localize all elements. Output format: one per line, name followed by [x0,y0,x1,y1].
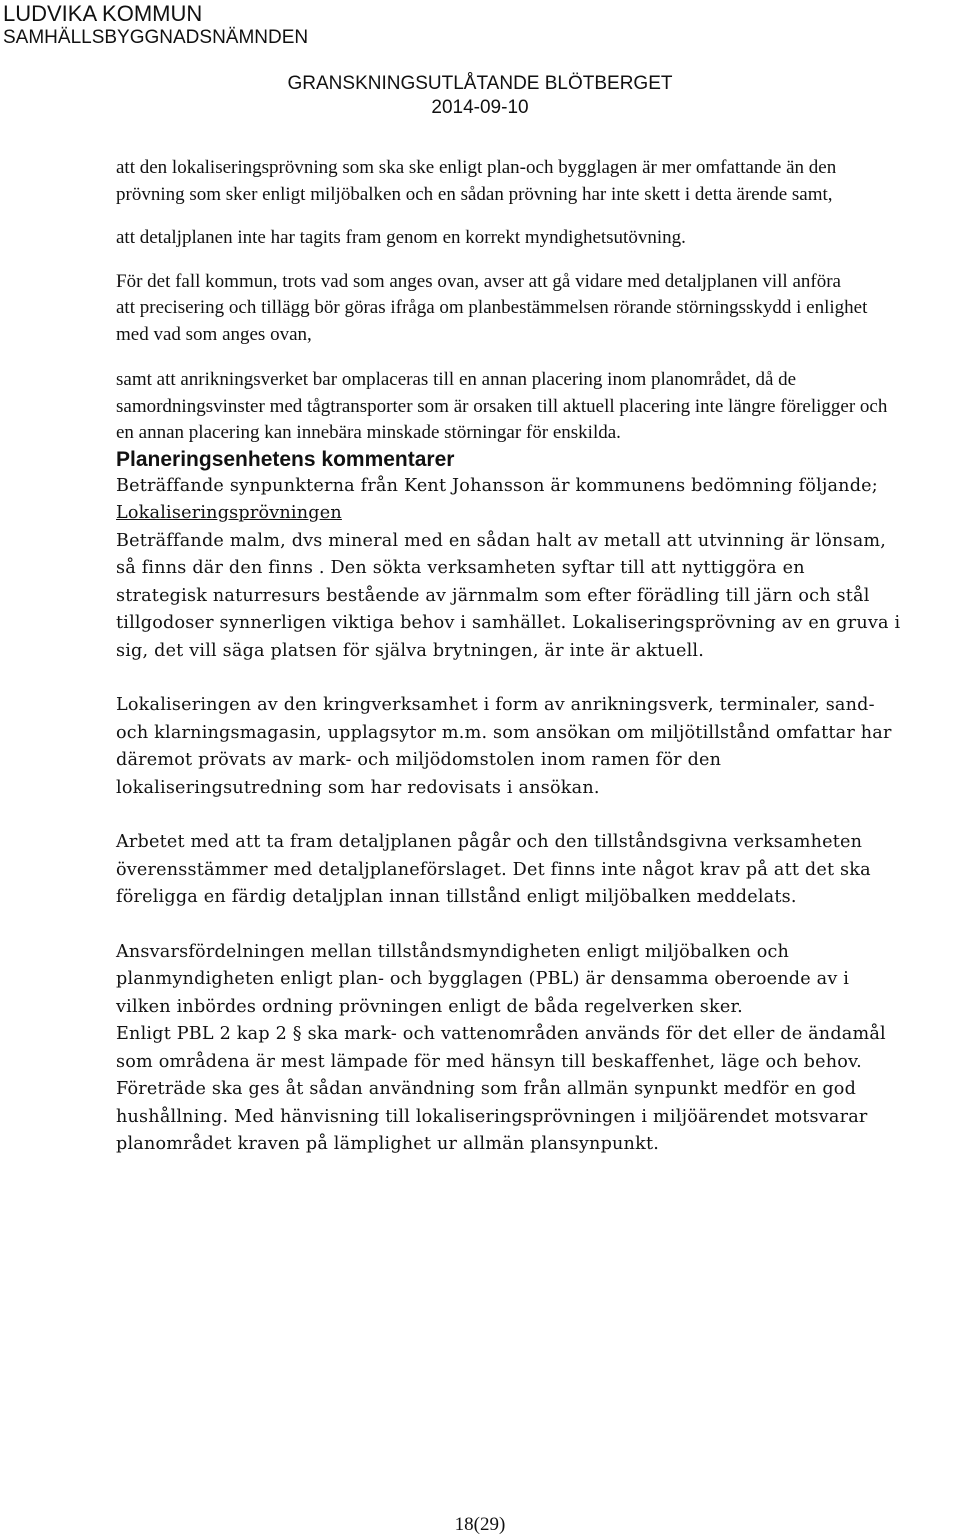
body-paragraph: att precisering och tillägg bör göras ifråga om planbestämmelsen rörande störningsskydd i enlighet med vad som anges ovan, [116,297,868,345]
body-paragraph: samt att anrikningsverket bar omplaceras till en annan placering inom planområdet, då de samordningsvinster med tågtransporter som är orsaken till aktuell placering inte längre föreligger och en annan placering kan innebära minskade störningar för enskilda. [116,369,888,443]
comments-intro: Beträffande synpunkterna från Kent Johansson är kommunens bedömning följande; [116,475,878,496]
comment-paragraph: Ansvarsfördelningen mellan tillståndsmyndigheten enligt miljöbalken och planmyndigheten enligt plan- och bygglagen (PBL) är densamma oberoende av i vilken inbördes ordning prövningen enligt de båda regelverken sker. [116,941,850,1017]
document-title: GRANSKNINGSUTLÅTANDE BLÖTBERGET [287,73,673,94]
body-paragraph: att detaljplanen inte har tagits fram genom en korrekt myndighetsutövning. [116,227,686,248]
comment-paragraph: Enligt PBL 2 kap 2 § ska mark- och vattenområden används för det eller de ändamål som områdena är mest lämpade för med hänsyn till beskaffenhet, läge och behov. Företräde ska ges åt sådan användning som från allmän synpunkt medför en god hushållning. Med hänvisning till lokaliseringsprövningen i miljöärendet motsvarar planområdet kraven på lämplighet ur allmän plansynpunkt. [116,1024,886,1154]
section-heading: Planeringsenhetens kommentarer [116,447,455,471]
comment-paragraph: Beträffande malm, dvs mineral med en sådan halt av metall att utvinning är lönsam, så finns där den finns . Den sökta verksamheten syftar till att nyttiggöra en strategisk naturresurs bestående av järnmalm som efter förädling till järn och stål tillgodoser synnerligen viktiga behov i samhället. Lokaliseringsprövning av en gruva i sig, det vill säga platsen för själva brytningen, är inte är aktuell. [116,530,901,661]
body-paragraph: att den lokaliseringsprövning som ska ske enligt plan-och bygglagen är mer omfattande än den prövning som sker enligt miljöbalken och en sådan prövning har inte skett i detta ärende samt, [116,157,837,205]
comment-paragraph: Lokaliseringen av den kringverksamhet i form av anrikningsverk, terminaler, sand- och klarningsmagasin, upplagsytor m.m. som ansökan om miljötillstånd omfattar har däremot prövats av mark- och miljödomstolen inom ramen för den lokaliseringsutredning som har redovisats i ansökan. [116,695,892,798]
document-body [116,155,901,1159]
document-date: 2014-09-10 [431,97,529,118]
org-name: LUDVIKA KOMMUN [3,1,203,26]
comment-paragraph: Arbetet med att ta fram detaljplanen pågår och den tillståndsgivna verksamheten överensstämmer med detaljplaneförslaget. Det finns inte något krav på att det ska föreligga en färdig detaljplan innan tillstånd enligt miljöbalken meddelats. [116,832,871,907]
sub-heading: Lokaliseringsprövningen [116,503,342,523]
body-paragraph: För det fall kommun, trots vad som anges ovan, avser att gå vidare med detaljplanen vill anföra [116,270,841,292]
page-number: 18(29) [454,1514,506,1535]
department-name: SAMHÄLLSBYGGNADSNÄMNDEN [3,27,309,48]
